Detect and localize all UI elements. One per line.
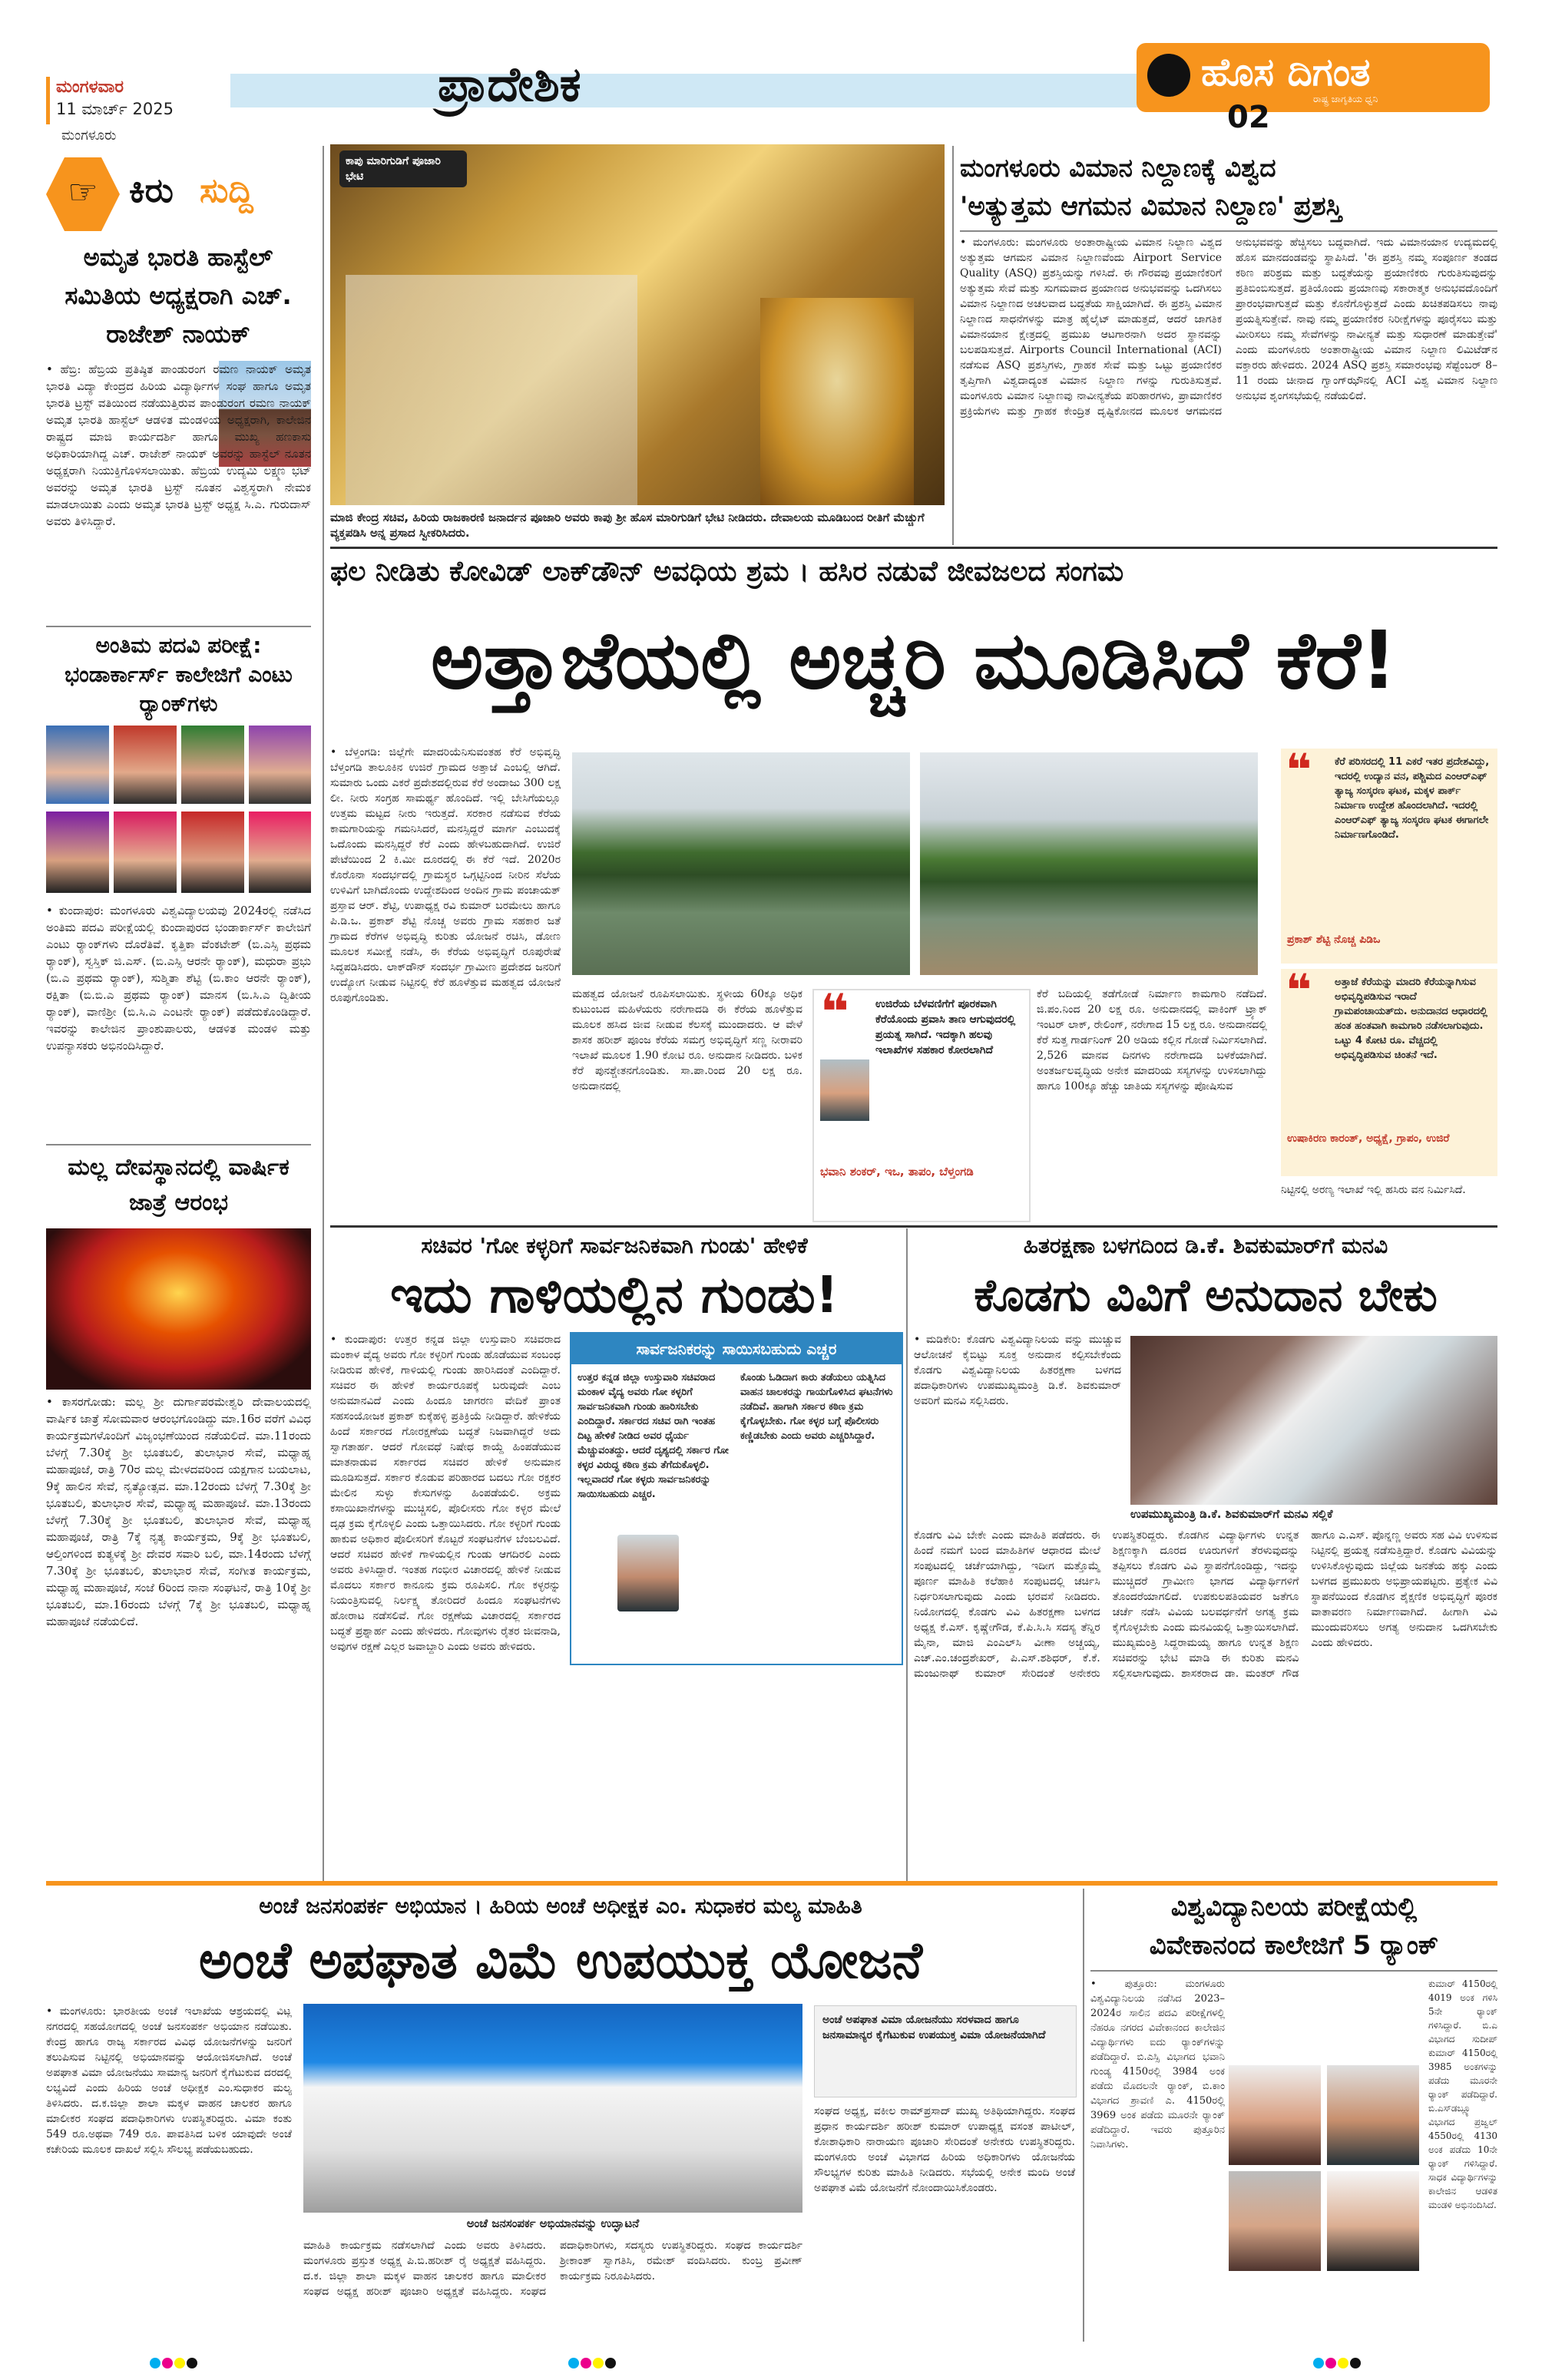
student-photo-7 [181, 812, 244, 893]
gun-body: • ಕುಂದಾಪುರ: ಉತ್ತರ ಕನ್ನಡ ಜಿಲ್ಲಾ ಉಸ್ತುವಾರಿ ಸಚಿವರಾದ ಮಂಕಾಳ ವೈದ್ಯ ಅವರು ಗೋ ಕಳ್ಳರಿಗೆ ಗುಂಡು ಹೊಡೆಯುವ ಸಂಬಂಧ ನೀಡಿರುವ ಹೇಳಿಕೆ, ಗಾಳಿಯಲ್ಲಿ ಗುಂಡು ಹಾರಿಸಿದಂತೆ ಎಂದಿದ್ದಾರೆ. ಸಚಿವರ ಈ ಹೇಳಿಕೆ ಕಾರ್ಯರೂಪಕ್ಕೆ ಬರುವುದೇ ಎಂಬ ಅನುಮಾನವಿದೆ ಎಂದು ಹಿಂದೂ ಜಾಗರಣ ವೇದಿಕೆ ಪ್ರಾಂತ ಸಹಸಂಯೋಜಕ ಪ್ರಕಾಶ್ ಕುಕ್ಕೆಹಳ್ಳಿ ಪ್ರತಿಕ್ರಿಯೆ ನೀಡಿದ್ದಾರೆ. ಹೇಳಿಕೆಯ ಹಿಂದೆ ಸರ್ಕಾರದ ಗೋರಕ್ಷಣೆಯ ಬದ್ಧತೆ ನಿಜವಾಗಿದ್ದರೆ ಅದು ಸ್ವಾಗತಾರ್ಹ. ಆದರೆ ಗೋವಧೆ ನಿಷೇಧ ಕಾಯ್ದೆ ಹಿಂಪಡೆಯುವ ಮಾತನಾಡುವ ಸರ್ಕಾರದ ಸಚಿವರ ಹೇಳಿಕೆ ಅನುಮಾನ ಮೂಡಿಸುತ್ತದೆ. ಸರ್ಕಾರ ಕೊಡುವ ಪರಿಹಾರದ ಬದಲು ಗೋ ರಕ್ಷಕರ ಮೇಲಿನ ಸುಳ್ಳು ಕೇಸುಗಳನ್ನು ಹಿಂಪಡೆಯಲಿ. ಅಕ್ರಮ ಕಸಾಯಿಖಾನೆಗಳನ್ನು ಮುಚ್ಚಿಸಲಿ, ಪೊಲೀಸರು ಗೋ ಕಳ್ಳರ ಮೇಲೆ ದೃಢ ಕ್ರಮ ಕೈಗೊಳ್ಳಲಿ ಎಂದು ಒತ್ತಾಯಿಸಿದರು. ಗೋ ಕಳ್ಳರಿಗೆ ಗುಂಡು ಹಾಕುವ ಅಧಿಕಾರ ಪೊಲೀಸರಿಗೆ ಕೊಟ್ಟರೆ ಸಂಘಟನೆಗಳ ಬೆಂಬಲವಿದೆ. ಆದರೆ ಸಚಿವರ ಹೇಳಿಕೆ ಗಾಳಿಯಲ್ಲಿನ ಗುಂಡು ಆಗದಿರಲಿ ಎಂದು ಅವರು ತಿಳಿಸಿದ್ದಾರೆ. ಇಂತಹ ಗಂಭೀರ ವಿಚಾರದಲ್ಲಿ ಹೇಳಿಕೆ ನೀಡುವ ಮೊದಲು ಸರ್ಕಾರ ಕಾನೂನು ಕ್ರಮ ರೂಪಿಸಲಿ. ಗೋ ಕಳ್ಳರನ್ನು ನಿಯಂತ್ರಿಸುವಲ್ಲಿ ನಿರ್ಲಕ್ಷ್ಯ ತೋರಿದರೆ ಹಿಂದೂ ಸಂಘಟನೆಗಳು ಹೋರಾಟ ನಡೆಸಲಿವೆ. ಗೋ ರಕ್ಷಣೆಯ ವಿಚಾರದಲ್ಲಿ ಸರ್ಕಾರದ ಬದ್ಧತೆ ಪ್ರಶ್ನಾರ್ಹ ಎಂದು ಹೇಳಿದರು. ಗೋವುಗಳು ರೈತರ ಜೀವನಾಡಿ, ಅವುಗಳ ರಕ್ಷಣೆ ಎಲ್ಲರ ಜವಾಬ್ದಾರಿ ಎಂದು ಅವರು ಹೇಳಿದರು. [330, 1334, 564, 1653]
s3-body: • ಕಾಸರಗೋಡು: ಮಲ್ಲ ಶ್ರೀ ದುರ್ಗಾಪರಮೇಶ್ವರಿ ದೇವಾಲಯದಲ್ಲಿ ವಾರ್ಷಿಕ ಜಾತ್ರೆ ಸೋಮವಾರ ಆರಂಭಗೊಂಡಿದ್ದು ಮಾ.16ರ ವರೆಗೆ ವಿವಿಧ ಕಾರ್ಯಕ್ರಮಗಳೊಂದಿಗೆ ವಿಜೃಂಭಣೆಯಿಂದ ನಡೆಯಲಿದೆ. ಮಾ.11ರಂದು ಬೆಳಗ್ಗೆ 7.30ಕ್ಕೆ ಶ್ರೀ ಭೂತಬಲಿ, ತುಲಾಭಾರ ಸೇವೆ, ಮಧ್ಯಾಹ್ನ ಮಹಾಪೂಜೆ, ರಾತ್ರಿ 70ರ ಮಲ್ಲ ಮೇಳದವರಿಂದ ಯಕ್ಷಗಾನ ಬಯಲಾಟ, 9ಕ್ಕೆ ಹಾಲಿನ ಸೇವೆ, ನೃತ್ಯೋತ್ಸವ. ಮಾ.12ರಂದು ಬೆಳಗ್ಗೆ 7.30ಕ್ಕೆ ಶ್ರೀ ಭೂತಬಲಿ, ತುಲಾಭಾರ ಸೇವೆ, ಮಧ್ಯಾಹ್ನ ಮಹಾಪೂಜೆ. ಮಾ.13ರಂದು ಬೆಳಗ್ಗೆ 7.30ಕ್ಕೆ ಶ್ರೀ ಭೂತಬಲಿ, ತುಲಾಭಾರ ಸೇವೆ, ಮಧ್ಯಾಹ್ನ ಮಹಾಪೂಜೆ, ರಾತ್ರಿ 7ಕ್ಕೆ ನೃತ್ಯ ಕಾರ್ಯಕ್ರಮ, 9ಕ್ಕೆ ಶ್ರೀ ಭೂತಬಲಿ, ಆಲ್ತಿಂಗಳಿಂದ ಕುತ್ಯಳಕ್ಕೆ ಶ್ರೀ ದೇವರ ಸವಾರಿ ಬಲಿ, ಮಾ.14ರಂದು ಬೆಳಗ್ಗೆ 7.30ಕ್ಕೆ ಶ್ರೀ ಭೂತಬಲಿ, ತುಲಾಭಾರ ಸೇವೆ, ಸಂಗೀತ ಕಾರ್ಯಕ್ರಮ, ಮಧ್ಯಾಹ್ನ ಮಹಾಪೂಜೆ, ಸಂಜೆ 6ರಿಂದ ನಾನಾ ಸಂಘಟನೆ, ರಾತ್ರಿ 10ಕ್ಕೆ ಶ್ರೀ ಭೂತಬಲಿ, ಮಾ.16ರಂದು ಬೆಳಗ್ಗೆ 7ಕ್ಕೆ ಶ್ರೀ ಭೂತಬಲಿ, ಮಧ್ಯಾಹ್ನ ಮಹಾಪೂಜೆ ನಡೆಯಲಿದೆ. [46, 1395, 315, 1628]
paper-logo [1137, 43, 1490, 112]
lake-body-right: ಕೆರೆ ಬದಿಯಲ್ಲಿ ತಡೆಗೋಡೆ ನಿರ್ಮಾಣ ಕಾಮಗಾರಿ ನಡೆದಿದೆ. ಜಿ.ಪಂ.ನಿಂದ 20 ಲಕ್ಷ ರೂ. ಅನುದಾನದಲ್ಲಿ ವಾಕಿಂಗ್ ಟ್ರ್ಯಾಕ್ ಇಂಟರ್ ಲಾಕ್, ರೇಲಿಂಗ್, ನರೇಗಾದ 15 ಲಕ್ಷ ರೂ. ಅನುದಾನದಲ್ಲಿ ಕೆರೆ ಸುತ್ತ ಗಾರ್ಡನಿಂಗ್ 20 ಅಡಿಯ ಕಲ್ಲಿನ ಗೋಡೆ ನಿರ್ಮಿಸಲಾಗಿದೆ. 2,526 ಮಾನವ ದಿನಗಳು ನರೇಗಾದಡಿ ಬಳಕೆಯಾಗಿದೆ. ಅಂತರ್ಜಲವೃದ್ಧಿಯ ಅನೇಕ ಮಾದರಿಯ ಸಸ್ಯಗಳನ್ನು ಉಳಿಸಲಾಗಿದ್ದು ಹಾಗೂ 100ಕ್ಕೂ ಹೆಚ್ಚು ಜಾತಿಯ ಸಸ್ಯಗಳನ್ನು ಪೋಷಿಸುವ [1037, 988, 1271, 1092]
s2-headline: ಅಂತಿಮ ಪದವಿ ಪರೀಕ್ಷೆ: ಭಂಡಾರ್ಕಾರ್ಸ್ ಕಾಲೇಜಿಗೆ ಎಂಟು ರ‍್ಯಾಂಕ್‌ಗಳು [65, 633, 293, 716]
lake-quote2-text: ಕೆರೆ ಪರಿಸರದಲ್ಲಿ 11 ಎಕರೆ ಇತರ ಪ್ರದೇಶವಿದ್ದು, ಇದರಲ್ಲಿ ಉದ್ಯಾನ ವನ, ಪಶ್ಚಿಮದ ಎಂಆರ್‌ಎಫ್ ತ್ಯಾಜ್ಯ ಸಂಸ್ಕರಣ ಘಟಕ, ಮಕ್ಕಳ ಪಾರ್ಕ್ ನಿರ್ಮಾಣ ಉದ್ದೇಶ ಹೊಂದಲಾಗಿದೆ. ಇದರಲ್ಲಿ ಎಂಆರ್‌ಎಫ್ ತ್ಯಾಜ್ಯ ಸಂಸ್ಕರಣ ಘಟಕ ಈಗಾಗಲೇ ನಿರ್ಮಾಣಗೊಂಡಿದೆ. [1335, 756, 1490, 841]
section-title: ಪ್ರಾದೇಶಿಕ [438, 56, 581, 112]
gun-box-title: ಸಾರ್ವಜನಿಕರನ್ನು ಸಾಯಿಸಬಹುದು ಎಚ್ಚರ [571, 1334, 902, 1364]
student-photo-3 [181, 726, 244, 804]
student-photo-1 [46, 726, 109, 804]
post-box [814, 2005, 1077, 2097]
gun-box-left: ಉತ್ತರ ಕನ್ನಡ ಜಿಲ್ಲಾ ಉಸ್ತುವಾರಿ ಸಚಿವರಾದ ಮಂಕಾಳ ವೈದ್ಯ ಅವರು ಗೋ ಕಳ್ಳರಿಗೆ ಸಾರ್ವಜನಿಕವಾಗಿ ಗುಂಡು ಹಾರಿಸಬೇಕು ಎಂದಿದ್ದಾರೆ. ಸರ್ಕಾರದ ಸಚಿವ ರಾಗಿ ಇಂತಹ ದಿಟ್ಟ ಹೇಳಿಕೆ ನೀಡಿದ ಅವರ ಧೈರ್ಯ ಮೆಚ್ಚುವಂತದ್ದು. ಆದರೆ ದೃಶ್ಯದಲ್ಲಿ ಸರ್ಕಾರ ಗೋ ಕಳ್ಳರ ವಿರುದ್ಧ ಕಠಿಣ ಕ್ರಮ ತೆಗೆದುಕೊಳ್ಳಲಿ. ಇಲ್ಲವಾದರೆ ಗೋ ಕಳ್ಳರು ಸಾರ್ವಜನಿಕರನ್ನು ಸಾಯಿಸಬಹುದು ಎಚ್ಚರ. [577, 1372, 729, 1500]
kapu-photo-deity [760, 298, 914, 505]
rank-photo-2 [1327, 2065, 1419, 2165]
brief-label-b: ಸುದ್ದಿ [200, 171, 253, 210]
lake-kicker: ಫಲ ನೀಡಿತು ಕೋವಿಡ್ ಲಾಕ್‌ಡೌನ್ ಅವಧಿಯ ಶ್ರಮ । ಹಸಿರ ನಡುವೆ ಜೀವಜಲದ ಸಂಗಮ [330, 556, 1124, 587]
rank-photo-1 [1229, 2065, 1321, 2165]
lake-body-far: ನಿಟ್ಟಿನಲ್ಲಿ ಅರಣ್ಯ ಇಲಾಖೆ ಇಲ್ಲಿ ಹಸಿರು ವನ ನಿರ್ಮಿಸಿದೆ. [1281, 1184, 1466, 1196]
gun-box-photo [617, 1535, 679, 1611]
lake-quote1-name: ಭವಾನಿ ಶಂಕರ್, ಇಒ, ತಾಪಂ, ಬೆಳ್ತಂಗಡಿ [820, 1165, 974, 1178]
dk-photo [1130, 1336, 1497, 1505]
student-photo-8 [249, 812, 311, 893]
paper-name: ಹೊಸ ದಿಗಂತ [1201, 50, 1371, 94]
lake-photo-2 [920, 752, 1258, 975]
rank-headline: ವಿವೇಕಾನಂದ ಕಾಲೇಜಿಗೆ 5 ರ‍್ಯಾಂಕ್ [1149, 1930, 1439, 1961]
brief-logo [46, 157, 299, 234]
gun-box-right: ಕೊಂಡು ಓಡಿದಾಗ ಕಾರು ತಡೆಯಲು ಯತ್ನಿಸಿದ ವಾಹನ ಚಾಲಕರನ್ನು ಗಾಯಗೊಳಿಸಿದ ಘಟನೆಗಳು ನಡೆದಿವೆ. ಹಾಗಾಗಿ ಸರ್ಕಾರ ಕಠಿಣ ಕ್ರಮ ಕೈಗೊಳ್ಳಬೇಕು. ಗೋ ಕಳ್ಳರ ಬಗ್ಗೆ ಪೊಲೀಸರು ಕಣ್ಣಿಡಬೇಕು ಎಂದು ಅವರು ಎಚ್ಚರಿಸಿದ್ದಾರೆ. [740, 1372, 893, 1442]
lake-quote1-photo [820, 1059, 869, 1121]
dk-kicker: ಹಿತರಕ್ಷಣಾ ಬಳಗದಿಂದ ಡಿ.ಕೆ. ಶಿವಕುಮಾರ್‌ಗೆ ಮನವಿ [1023, 1233, 1388, 1258]
student-photo-6 [114, 812, 177, 893]
gun-kicker: ಸಚಿವರ 'ಗೋ ಕಳ್ಳರಿಗೆ ಸಾರ್ವಜನಿಕವಾಗಿ ಗುಂಡು' ಹೇಳಿಕೆ [421, 1233, 808, 1258]
post-body-right: ಮಾಹಿತಿ ಕಾರ್ಯಕ್ರಮ ನಡೆಸಲಾಗಿದೆ ಎಂದು ಅವರು ತಿಳಿಸಿದರು. ಮಂಗಳೂರು ಪ್ರಸ್ತುತ ಅಧ್ಯಕ್ಷ ಪಿ.ಬಿ.ಹರೀಶ್ ರೈ ಅಧ್ಯಕ್ಷತೆ ವಹಿಸಿದ್ದರು. ದ.ಕ. ಜಿಲ್ಲಾ ಶಾಲಾ ಮಕ್ಕಳ ವಾಹನ ಚಾಲಕರ ಹಾಗೂ ಮಾಲೀಕರ ಸಂಘದ ಅಧ್ಯಕ್ಷ ಹರೀಶ್ ಪೂಜಾರಿ ಅಧ್ಯಕ್ಷತೆ ವಹಿಸಿದ್ದರು. ಸಂಘದ ಪದಾಧಿಕಾರಿಗಳು, ಸದಸ್ಯರು ಉಪಸ್ಥಿತರಿದ್ದರು. ಸಂಘದ ಕಾರ್ಯದರ್ಶಿ ಶ್ರೀಕಾಂತ್ ಸ್ವಾಗತಿಸಿ, ರಮೇಶ್ ವಂದಿಸಿದರು. ಕುಂಬ್ರ ಪ್ರವೀಣ್ ಕಾರ್ಯಕ್ರಮ ನಿರೂಪಿಸಿದರು. [303, 2240, 806, 2298]
kapu-photo-caption: ಮಾಜಿ ಕೇಂದ್ರ ಸಚಿವ, ಹಿರಿಯ ರಾಜಕಾರಣಿ ಜನಾರ್ದನ ಪೂಜಾರಿ ಅವರು ಕಾಪು ಶ್ರೀ ಹೊಸ ಮಾರಿಗುಡಿಗೆ ಭೇಟಿ ನೀಡಿದರು. ದೇವಾಲಯ ಮೂಡಿಬಂದ ರೀತಿಗೆ ಮೆಚ್ಚುಗೆ ವ್ಯಕ್ತಪಡಿಸಿ ಅನ್ನ ಪ್ರಸಾದ ಸ್ವೀಕರಿಸಿದರು. [330, 511, 925, 540]
post-photo-caption: ಅಂಚೆ ಜನಸಂಪರ್ಕ ಅಭಿಯಾನವನ್ನು ಉದ್ಘಾಟನೆ [466, 2216, 640, 2230]
post-headline: ಅಂಚೆ ಅಪಘಾತ ವಿಮೆ ಉಪಯುಕ್ತ ಯೋಜನೆ [198, 1931, 923, 1990]
s2-rank-photos [46, 726, 311, 894]
dk-headline: ಕೊಡಗು ವಿವಿಗೆ ಅನುದಾನ ಬೇಕು [974, 1269, 1438, 1321]
student-photo-5 [46, 812, 109, 893]
gun-box [570, 1332, 903, 1665]
lake-quote2 [1281, 744, 1497, 964]
rank-body-right: ಕುಮಾರ್ 4150ರಲ್ಲಿ 4019 ಅಂಕ ಗಳಿಸಿ 5ನೇ ರ‍್ಯಾಂಕ್ ಗಳಿಸಿದ್ದಾರೆ. ಬಿ.ಎ ವಿಭಾಗದ ಸುದೀಪ್ ಕುಮಾರ್ 4150ರಲ್ಲಿ 3985 ಅಂಕಗಳನ್ನು ಪಡೆದು ಮೂರನೇ ರ‍್ಯಾಂಕ್ ಪಡೆದಿದ್ದಾರೆ. ಬಿ.ಎಸ್‌ಡಬ್ಲ್ಯೂ ವಿಭಾಗದ ಪ್ರಜ್ವಲ್ 4550ರಲ್ಲಿ 4130 ಅಂಕ ಪಡೆದು 10ನೇ ರ‍್ಯಾಂಕ್ ಗಳಿಸಿದ್ದಾರೆ. ಸಾಧಕ ವಿದ್ಯಾರ್ಥಿಗಳನ್ನು ಕಾಲೇಜಿನ ಆಡಳಿತ ಮಂಡಳಿ ಅಭಿನಂದಿಸಿದೆ. [1428, 1978, 1501, 2210]
lake-quote1 [812, 984, 1031, 1222]
masthead [0, 0, 1542, 146]
lake-body-mid: ಮಹತ್ವದ ಯೋಜನೆ ರೂಪಿಸಲಾಯಿತು. ಸ್ಥಳೀಯ 60ಕ್ಕೂ ಅಧಿಕ ಕುಟುಂಬದ ಮಹಿಳೆಯರು ನರೇಗಾದಡಿ ಈ ಕೆರೆಯ ಹೂಳೆತ್ತುವ ಮೂಲಕ ಹಸಿದ ಜೀವ ನೀಡುವ ಕೆಲಸಕ್ಕೆ ಮುಂದಾದರು. ಆ ವೇಳೆ ಶಾಸಕ ಹರೀಶ್ ಪೂಂಜ ಕೆರೆಯ ಸಮಗ್ರ ಅಭಿವೃದ್ಧಿಗೆ ಸಣ್ಣ ನೀರಾವರಿ ಇಲಾಖೆ ಮೂಲಕ 1.90 ಕೋಟಿ ರೂ. ಅನುದಾನ ನೀಡಿದರು. ಬಳಿಕ ಕೆರೆ ಪುನಶ್ಚೇತನಗೊಂಡಿತು. ಸಾ.ಪಾ.ರಿಂದ 20 ಲಕ್ಷ ರೂ. ಅನುದಾನದಲ್ಲಿ [572, 988, 806, 1092]
day-label: ಮಂಗಳವಾರ [56, 78, 124, 97]
kapu-photo-tag: ಕಾಪು ಮಾರಿಗುಡಿಗೆ ಪೂಜಾರಿ ಭೇಟಿ [339, 150, 467, 187]
student-photo-4 [249, 726, 311, 804]
lake-photo-1 [572, 752, 910, 975]
date-block [46, 77, 240, 124]
pointer-glyph-icon: ☞ [68, 173, 98, 212]
lake-body-left: • ಬೆಳ್ತಂಗಡಿ: ಜಿಲ್ಲೆಗೇ ಮಾದರಿಯೆನಿಸುವಂತಹ ಕೆರೆ ಅಭಿವೃದ್ಧಿ ಬೆಳ್ತಂಗಡಿ ತಾಲೂಕಿನ ಉಜಿರೆ ಗ್ರಾಮದ ಅತ್ತಾಜೆ ಎಂಬಲ್ಲಿ ಆಗಿದೆ. ಸುಮಾರು ಒಂದು ಎಕರೆ ಪ್ರದೇಶದಲ್ಲಿರುವ ಕೆರೆ ಅಂದಾಜು 300 ಲಕ್ಷ ಲೀ. ನೀರು ಸಂಗ್ರಹ ಸಾಮರ್ಥ್ಯ ಹೊಂದಿದೆ. ಇಲ್ಲಿ ಬೇಸಿಗೆಯಲ್ಲೂ ಉತ್ತಮ ಮಟ್ಟದ ನೀರು ಇರುತ್ತದೆ. ಸರಕಾರ ನಡೆಸುವ ಕೆರೆಯ ಕಾಮಗಾರಿಯನ್ನು ಗಮನಿಸಿದರೆ, ಮನಸ್ಸಿದ್ದರೆ ಮಾರ್ಗ ಎಂಬುದಕ್ಕೆ ಒದೊಂದು ಮನಸ್ಸಿದ್ದರೆ ಕೆರೆ ಎಂದು ಹೇಳಬಹುದಾಗಿದೆ. ಉಜಿರೆ ಪೇಟೆಯಿಂದ 2 ಕಿ.ಮೀ ದೂರದಲ್ಲಿ ಈ ಕೆರೆ ಇದೆ. 2020ರ ಕೊರೊನಾ ಸಂದರ್ಭದಲ್ಲಿ ಗ್ರಾಮಸ್ಥರ ಒಗ್ಗಟ್ಟಿನಿಂದ ನೀರಿನ ಸೆಲೆಯ ಉಳಿವಿಗೆ ಬಾಗಿದೊಂದು ಉದ್ದೇಶದಿಂದ ಅಂದಿನ ಗ್ರಾಮ ಪಂಚಾಯತ್ ಪ್ರಸ್ತಾವ ಆರ್. ಶೆಟ್ಟಿ, ಉಪಾಧ್ಯಕ್ಷ ರವಿ ಕುಮಾರ್ ಬರಮೇಲು ಹಾಗೂ ಪಿ.ಡಿ.ಒ. ಪ್ರಕಾಶ್ ಶೆಟ್ಟಿ ನೊಚ್ಚ ಅವರು ಗ್ರಾಮ ಸಹಕಾರ ಜತೆ ಗ್ರಾಮದ ಕೆರೆಗಳ ಅಭಿವೃದ್ಧಿ ಕುರಿತು ಯೋಜನೆ ರಚಿಸಿ, ಡೋಣ ಮೂಲಕ ಸಮೀಕ್ಷೆ ನಡೆಸಿ, ಈ ಕೆರೆಯ ಅಭಿವೃದ್ಧಿಗೆ ರೂಪುರೇಷೆ ಸಿದ್ಧಪಡಿಸಿದರು. ಲಾಕ್‌ಡೌನ್ ಸಂದರ್ಭ ಗ್ರಾಮೀಣ ಪ್ರದೇಶದ ಜನರಿಗೆ ಉದ್ಯೋಗ ನೀಡುವ ನಿಟ್ಟಿನಲ್ಲಿ ಕೆರೆ ಹೂಳೆತ್ತುವ ಮಹತ್ವದ ಯೋಜನೆ ರೂಪುಗೊಂಡಿತು. [330, 746, 564, 1004]
s3-temple-photo [46, 1228, 311, 1390]
paper-tagline: ರಾಷ್ಟ್ರ ಜಾಗೃತಿಯ ಧ್ವನಿ [1313, 94, 1378, 104]
post-photo [303, 2004, 802, 2213]
s3-headline: ಮಲ್ಲ ದೇವಸ್ಥಾನದಲ್ಲಿ ವಾರ್ಷಿಕ ಜಾತ್ರೆ ಆರಂಭ [68, 1154, 290, 1216]
gun-headline: ಇದು ಗಾಳಿಯಲ್ಲಿನ ಗುಂಡು! [390, 1265, 839, 1324]
dk-photo-caption: ಉಪಮುಖ್ಯಮಂತ್ರಿ ಡಿ.ಕೆ. ಶಿವಕುಮಾರ್‌ಗೆ ಮನವಿ ಸಲ್ಲಿಕೆ [1130, 1507, 1333, 1521]
s2-body: • ಕುಂದಾಪುರ: ಮಂಗಳೂರು ವಿಶ್ವವಿದ್ಯಾಲಯವು 2024ರಲ್ಲಿ ನಡೆಸಿದ ಅಂತಿಮ ಪದವಿ ಪರೀಕ್ಷೆಯಲ್ಲಿ ಕುಂದಾಪುರದ ಭಂಡಾರ್ಕಾರ್ಸ್ ಕಾಲೇಜಿಗೆ ಎಂಟು ರ‍್ಯಾಂಕ್‌ಗಳು ದೊರೆತಿವೆ. ಕೃತ್ತಿಕಾ ವೆಂಕಟೇಶ್ (ಬಿ.ಎಸ್ಸಿ ಪ್ರಥಮ ರ‍್ಯಾಂಕ್), ಸ್ವಸ್ತಿಕ್ ಜಿ.ಎಸ್. (ಬಿ.ಎಸ್ಸಿ ಆರನೇ ರ‍್ಯಾಂಕ್), ಮಧುರಾ ಪ್ರಭು (ಬಿ.ಎ ಪ್ರಥಮ ರ‍್ಯಾಂಕ್), ಸುಶ್ಮಿತಾ ಶೆಟ್ಟಿ (ಬಿ.ಕಾಂ ಆರನೇ ರ‍್ಯಾಂಕ್), ರಕ್ಷಿತಾ (ಬಿ.ಬಿ.ಎ ಪ್ರಥಮ ರ‍್ಯಾಂಕ್) ಮಾನಸ (ಬಿ.ಸಿ.ಎ ದ್ವಿತೀಯ ರ‍್ಯಾಂಕ್), ವಾಣಿಶ್ರೀ (ಬಿ.ಸಿ.ಎ ಎಂಟನೇ ರ‍್ಯಾಂಕ್) ಪಡೆದುಕೊಂಡಿದ್ದಾರೆ. ಇವರನ್ನು ಕಾಲೇಜಿನ ಪ್ರಾಂಶುಪಾಲರು, ಆಡಳಿತ ಮಂಡಳಿ ಮತ್ತು ಉಪನ್ಯಾಸಕರು ಅಭಿನಂದಿಸಿದ್ದಾರೆ. [46, 904, 315, 1053]
airport-body: • ಮಂಗಳೂರು: ಮಂಗಳೂರು ಅಂತಾರಾಷ್ಟ್ರೀಯ ವಿಮಾನ ನಿಲ್ದಾಣ ವಿಶ್ವದ ಅತ್ಯುತ್ತಮ ಆಗಮನ ವಿಮಾನ ನಿಲ್ದಾಣವೆಂದು Airport Service Quality (ASQ) ಪ್ರಶಸ್ತಿಯನ್ನು ಗಳಿಸಿದೆ. ಈ ಗೌರವವು ಪ್ರಯಾಣಿಕರಿಗೆ ಅತ್ಯುತ್ತಮ ಸೇವೆ ಮತ್ತು ಸುಗಮವಾದ ಪ್ರಯಾಣದ ಅನುಭವವನ್ನು ಒದಗಿಸಲು ವಿಮಾನ ನಿಲ್ದಾಣದ ಅಚಲವಾದ ಬದ್ಧತೆಯ ಸಾಕ್ಷಿಯಾಗಿದೆ. ಈ ಪ್ರಶಸ್ತಿ ವಿಮಾನ ನಿಲ್ದಾಣದ ಸಾಧನೆಗಳನ್ನು ಮಾತ್ರ ಹೈಲೈಟ್ ಮಾಡುತ್ತದೆ, ಆದರೆ ಜಾಗತಿಕ ವಿಮಾನಯಾನ ಕ್ಷೇತ್ರದಲ್ಲಿ ಪ್ರಮುಖ ಆಟಗಾರನಾಗಿ ಅದರ ಸ್ಥಾನವನ್ನು ಬಲಪಡಿಸುತ್ತದೆ. Airports Council International (ACI) ನಡೆಸುವ ASQ ಪ್ರಶಸ್ತಿಗಳು, ಗ್ರಾಹಕ ಸೇವೆ ಮತ್ತು ಒಟ್ಟು ಪ್ರಯಾಣಿಕರ ತೃಪ್ತಿಗಾಗಿ ವಿಶ್ವದಾದ್ಯಂತ ವಿಮಾನ ನಿಲ್ದಾಣ ಗಳನ್ನು ಗುರುತಿಸುತ್ತವೆ. ಮಂಗಳೂರು ವಿಮಾನ ನಿಲ್ದಾಣವು ನಾವೀನ್ಯತೆಯ ಪರಿಹಾರಗಳು, ಪ್ರಾಮಾಣಿಕರ ಪ್ರಕ್ರಿಯೆಗಳು ಮತ್ತು ಗ್ರಾಹಕ ಕೇಂದ್ರಿತ ದೃಷ್ಟಿಕೋನದ ಮೂಲಕ ಆಗಮನದ ಅನುಭವವನ್ನು ಹೆಚ್ಚಿಸಲು ಬದ್ಧವಾಗಿದೆ. ಇದು ವಿಮಾನಯಾನ ಉದ್ಯಮದಲ್ಲಿ ಹೊಸ ಮಾನದಂಡವನ್ನು ಸ್ಥಾಪಿಸಿದೆ. 'ಈ ಪ್ರಶಸ್ತಿ ನಮ್ಮ ಸಂಪೂರ್ಣ ತಂಡದ ಕಠಿಣ ಪರಿಶ್ರಮ ಮತ್ತು ಬದ್ಧತೆಯನ್ನು ಪ್ರಯಾಣಿಕರು ಗುರುತಿಸುವುದನ್ನು ಪ್ರತಿಬಿಂಬಿಸುತ್ತದೆ. ಪ್ರತಿಯೊಂದು ಪ್ರಯಾಣವು ಸಕಾರಾತ್ಮಕ ಅನುಭವದೊಂದಿಗೆ ಪ್ರಾರಂಭವಾಗುತ್ತದೆ ಮತ್ತು ಕೊನೆಗೊಳ್ಳುತ್ತದೆ ಎಂದು ಖಚಿತಪಡಿಸಲು ನಾವು ಪ್ರಯತ್ನಿಸುತ್ತೇವೆ. ನಾವು ನಮ್ಮ ಪ್ರಯಾಣಿಕರ ನಿರೀಕ್ಷೆಗಳನ್ನು ಪೂರೈಸಲು ಮತ್ತು ಮೀರಿಸಲು ನಮ್ಮ ಸೇವೆಗಳನ್ನು ನಾವೀನ್ಯತೆ ಮತ್ತು ಸುಧಾರಣೆ ಮಾಡುತ್ತೇವೆ' ಎಂದು ಮಂಗಳೂರು ಅಂತಾರಾಷ್ಟ್ರೀಯ ವಿಮಾನ ನಿಲ್ದಾಣ ಲಿಮಿಟೆಡ್‌ನ ವಕ್ತಾರರು ಹೇಳಿದರು. 2024 ASQ ಪ್ರಶಸ್ತಿ ಸಮಾರಂಭವು ಸೆಪ್ಟೆಂಬರ್ 8–11 ರಂದು ಚೀನಾದ ಗ್ವಾಂಗ್‌ಝೌನಲ್ಲಿ ACI ವಿಶ್ವ ವಿಮಾನ ನಿಲ್ದಾಣ ಅನುಭವ ಶೃಂಗಸಭೆಯಲ್ಲಿ ನಡೆಯಲಿದೆ. [960, 236, 1501, 418]
quote-mark-icon: ❝ [820, 984, 849, 1041]
lake-quote2-name: ಪ್ರಕಾಶ್ ಶೆಟ್ಟಿ ನೊಚ್ಚ ಪಿಡಿಒ [1287, 934, 1381, 946]
dk-body: ಕೊಡಗು ವಿವಿ ಬೇಕೇ ಎಂದು ಮಾಹಿತಿ ಪಡೆದರು. ಈ ಹಿಂದೆ ನಮಗೆ ಬಂದ ಮಾಹಿತಿಗಳ ಆಧಾರದ ಮೇಲೆ ಸಂಪುಟದಲ್ಲಿ ಚರ್ಚೆಯಾಗಿದ್ದು, ಇದೀಗ ಮತ್ತೊಮ್ಮೆ ಪೂರ್ಣ ಮಾಹಿತಿ ಕಲೆಹಾಕಿ ಸಂಪುಟದಲ್ಲಿ ಚರ್ಚಿಸಿ ನಿರ್ಧರಿಸಲಾಗುವುದು ಎಂದು ಭರವಸೆ ನೀಡಿದರು. ನಿಯೋಗದಲ್ಲಿ ಕೊಡಗು ವಿವಿ ಹಿತರಕ್ಷಣಾ ಬಳಗದ ಅಧ್ಯಕ್ಷ ಕೆ.ಎಸ್. ಕೃಷ್ಣೇಗೌಡ, ಕೆ.ಪಿ.ಸಿ.ಸಿ ಸದಸ್ಯ ತೆನ್ನಿರ ಮೈನಾ, ಮಾಜಿ ಎಂಎಲ್‌ಸಿ ವೀಣಾ ಅಚ್ಚಯ್ಯ, ಎಚ್.ಎಂ.ಚಂದ್ರಶೇಖರ್, ಪಿ.ಎಸ್.ಶಶಿಧರ್, ಕೆ.ಕೆ. ಮಂಜುನಾಥ್ ಕುಮಾರ್ ಸೇರಿದಂತೆ ಅನೇಕರು ಉಪಸ್ಥಿತರಿದ್ದರು. ಕೊಡಗಿನ ವಿದ್ಯಾರ್ಥಿಗಳು ಉನ್ನತ ಶಿಕ್ಷಣಕ್ಕಾಗಿ ದೂರದ ಊರುಗಳಿಗೆ ತೆರಳುವುದನ್ನು ತಪ್ಪಿಸಲು ಕೊಡಗು ವಿವಿ ಸ್ಥಾಪನೆಗೊಂಡಿದ್ದು, ಇದನ್ನು ಮುಚ್ಚಿದರೆ ಗ್ರಾಮೀಣ ಭಾಗದ ವಿದ್ಯಾರ್ಥಿಗಳಿಗೆ ತೊಂದರೆಯಾಗಲಿದೆ. ಉಪಕುಲಪತಿಯವರ ಜತೆಗೂ ಚರ್ಚೆ ನಡೆಸಿ ವಿವಿಯ ಬಲವರ್ಧನೆಗೆ ಅಗತ್ಯ ಕ್ರಮ ಕೈಗೊಳ್ಳಬೇಕು ಎಂದು ಮನವಿಯಲ್ಲಿ ಒತ್ತಾಯಿಸಲಾಗಿದೆ. ಮುಖ್ಯಮಂತ್ರಿ ಸಿದ್ದರಾಮಯ್ಯ ಹಾಗೂ ಉನ್ನತ ಶಿಕ್ಷಣ ಸಚಿವರನ್ನು ಭೇಟಿ ಮಾಡಿ ಈ ಕುರಿತು ಮನವಿ ಸಲ್ಲಿಸಲಾಗುವುದು. ಶಾಸಕರಾದ ಡಾ. ಮಂತರ್ ಗೌಡ ಹಾಗೂ ಎ.ಎಸ್. ಪೊನ್ನಣ್ಣ ಅವರು ಸಹ ವಿವಿ ಉಳಿಸುವ ನಿಟ್ಟಿನಲ್ಲಿ ಪ್ರಯತ್ನ ನಡೆಸುತ್ತಿದ್ದಾರೆ. ಕೊಡಗು ವಿವಿಯನ್ನು ಉಳಿಸಿಕೊಳ್ಳುವುದು ಜಿಲ್ಲೆಯ ಜನತೆಯ ಹಕ್ಕು ಎಂದು ಬಳಗದ ಪ್ರಮುಖರು ಅಭಿಪ್ರಾಯಪಟ್ಟರು. ಪ್ರತ್ಯೇಕ ವಿವಿ ಸ್ಥಾಪನೆಯಿಂದ ಕೊಡಗಿನ ಶೈಕ್ಷಣಿಕ ಅಭಿವೃದ್ಧಿಗೆ ಪೂರಕ ವಾತಾವರಣ ನಿರ್ಮಾಣವಾಗಿದೆ. ಹೀಗಾಗಿ ವಿವಿ ಮುಂದುವರಿಸಲು ಅಗತ್ಯ ಅನುದಾನ ಒದಗಿಸಬೇಕು ಎಂದು ಹೇಳಿದರು. [914, 1529, 1501, 1680]
section-band [230, 74, 1144, 107]
s1-headline: ಅಮೃತ ಭಾರತಿ ಹಾಸ್ಟೆಲ್ ಸಮಿತಿಯ ಅಧ್ಯಕ್ಷರಾಗಿ ಎಚ್. ರಾಜೇಶ್ ನಾಯಕ್ [65, 243, 292, 349]
dk-body-top: • ಮಡಿಕೇರಿ: ಕೊಡಗು ವಿಶ್ವವಿದ್ಯಾನಿಲಯ ವನ್ನು ಮುಚ್ಚುವ ಆಲೋಚನೆ ಕೈಬಿಟ್ಟು ಸೂಕ್ತ ಅನುದಾನ ಕಲ್ಪಿಸಬೇಕೆಂದು ಕೊಡಗು ವಿಶ್ವವಿದ್ಯಾನಿಲಯ ಹಿತರಕ್ಷಣಾ ಬಳಗದ ಪದಾಧಿಕಾರಿಗಳು ಉಪಮುಖ್ಯಮಂತ್ರಿ ಡಿ.ಕೆ. ಶಿವಕುಮಾರ್ ಅವರಿಗೆ ಮನವಿ ಸಲ್ಲಿಸಿದರು. [914, 1334, 1125, 1407]
page-number: 02 [1227, 100, 1270, 135]
s1-body: • ಹೆಬ್ರಿ: ಹೆಬ್ರಿಯ ಪ್ರತಿಷ್ಠಿತ ಪಾಂಡುರಂಗ ರಮಣ ನಾಯಕ್ ಅಮೃತ ಭಾರತಿ ವಿದ್ಯಾ ಕೇಂದ್ರದ ಹಿರಿಯ ವಿದ್ಯಾರ್ಥಿಗಳ ಸಂಘ ಹಾಗೂ ಅಮೃತ ಭಾರತಿ ಟ್ರಸ್ಟ್ ವತಿಯಿಂದ ನಡೆಯುತ್ತಿರುವ ಪಾಂಡುರಂಗ ರಮಣ ನಾಯಕ್ ಅಮೃತ ಭಾರತಿ ಹಾಸ್ಟೆಲ್ ಆಡಳಿತ ಮಂಡಳಿಯ ಅಧ್ಯಕ್ಷರಾಗಿ, ಕಾಲೇಜಿನ ರಾಷ್ಟ್ರದ ಮಾಜಿ ಕಾರ್ಯದರ್ಶಿ ಹಾಗೂ ಮುಖ್ಯ ಹಣಕಾಸು ಅಧಿಕಾರಿಯಾಗಿದ್ದ ಎಚ್. ರಾಜೇಶ್ ನಾಯಕ್ ಅವರನ್ನು ಹಾಸ್ಟೆಲ್ ನೂತನ ಅಧ್ಯಕ್ಷರಾಗಿ ನಿಯುಕ್ತಿಗೊಳಿಸಲಾಯಿತು. ಹೆಬ್ರಿಯ ಉದ್ಯಮಿ ಲಕ್ಷ್ಮಣ ಭಟ್ ಅವರನ್ನು ಅಮೃತ ಭಾರತಿ ಟ್ರಸ್ಟ್ ನೂತನ ವಿಶ್ವಸ್ಥರಾಗಿ ನೇಮಕ ಮಾಡಲಾಯಿತು ಎಂದು ಅಮೃತ ಭಾರತಿ ಟ್ರಸ್ಟ್ ಅಧ್ಯಕ್ಷ ಸಿ.ಎ. ಗುರುದಾಸ್ ಅವರು ತಿಳಿಸಿದ್ದಾರೆ. [46, 362, 315, 528]
lake-quote3 [1281, 964, 1497, 1176]
quote-mark-icon-3: ❝ [1286, 964, 1312, 1016]
quote-mark-icon-2: ❝ [1286, 744, 1312, 796]
kapu-photo [330, 144, 945, 505]
city-label: ಮಂಗಳೂರು [61, 127, 117, 144]
lake-quote1-text: ಉಜಿರೆಯ ಬೆಳವಣಿಗೆಗೆ ಪೂರಕವಾಗಿ ಕೆರೆಯೊಂದು ಪ್ರವಾಸಿ ತಾಣ ಆಗುವುದರಲ್ಲಿ ಪ್ರಯತ್ನ ಸಾಗಿದೆ. ಇದಕ್ಕಾಗಿ ಹಲವು ಇಲಾಖೆಗಳ ಸಹಕಾರ ಕೋರಲಾಗಿದೆ [875, 998, 1016, 1056]
registration-marks-right [1313, 2357, 1367, 2369]
rank-kicker: ವಿಶ್ವವಿದ್ಯಾನಿಲಯ ಪರೀಕ್ಷೆಯಲ್ಲಿ [1170, 1892, 1418, 1922]
post-body-mid: ಸಂಘದ ಅಧ್ಯಕ್ಷ, ವಕೀಲ ರಾಮ್‌ಪ್ರಸಾದ್ ಮುಖ್ಯ ಅತಿಥಿಯಾಗಿದ್ದರು. ಸಂಘದ ಪ್ರಧಾನ ಕಾರ್ಯದರ್ಶಿ ಹರೀಶ್ ಕುಮಾರ್ ಉಪಾಧ್ಯಕ್ಷ ವಸಂತ ಪಾಟೀಲ್, ಕೋಶಾಧಿಕಾರಿ ನಾರಾಯಣ ಪೂಜಾರಿ ಸೇರಿದಂತೆ ಅನೇಕರು ಉಪಸ್ಥಿತರಿದ್ದರು. ಮಂಗಳೂರು ಅಂಚೆ ವಿಭಾಗದ ಹಿರಿಯ ಅಧಿಕಾರಿಗಳು ಯೋಜನೆಯ ಸೌಲಭ್ಯಗಳ ಕುರಿತು ಮಾಹಿತಿ ನೀಡಿದರು. ಸಭೆಯಲ್ಲಿ ಅನೇಕ ಮಂದಿ ಅಂಚೆ ಅಪಘಾತ ವಿಮೆ ಯೋಜನೆಗೆ ನೋಂದಾಯಿಸಿಕೊಂಡರು. [814, 2105, 1079, 2194]
rank-photo-4 [1327, 2171, 1419, 2271]
registration-marks-left [150, 2357, 204, 2369]
brief-label-a: ಕಿರು [129, 171, 174, 210]
post-body-left: • ಮಂಗಳೂರು: ಭಾರತೀಯ ಅಂಚೆ ಇಲಾಖೆಯ ಆಶ್ರಯದಲ್ಲಿ ವಿಟ್ಲ ನಗರದಲ್ಲಿ ಸಹಯೋಗದಲ್ಲಿ ಅಂಚೆ ಜನಸಂಪರ್ಕ ಅಭಿಯಾನ ನಡೆಯಿತು. ಕೇಂದ್ರ ಹಾಗೂ ರಾಜ್ಯ ಸರ್ಕಾರದ ವಿವಿಧ ಯೋಜನೆಗಳನ್ನು ಜನರಿಗೆ ತಲುಪಿಸುವ ನಿಟ್ಟಿನಲ್ಲಿ ಅಭಿಯಾನವನ್ನು ಆಯೋಜಿಸಲಾಗಿದೆ. ಅಂಚೆ ಅಪಘಾತ ವಿಮಾ ಯೋಜನೆಯು ಸಾಮಾನ್ಯ ಜನರಿಗೆ ಕೈಗೆಟುಕುವ ದರದಲ್ಲಿ ಲಭ್ಯವಿದೆ ಎಂದು ಹಿರಿಯ ಅಂಚೆ ಅಧೀಕ್ಷಕ ಎಂ.ಸುಧಾಕರ ಮಲ್ಯ ತಿಳಿಸಿದರು. ದ.ಕ.ಜಿಲ್ಲಾ ಶಾಲಾ ಮಕ್ಕಳ ವಾಹನ ಚಾಲಕರ ಹಾಗೂ ಮಾಲೀಕರ ಸಂಘದ ಪದಾಧಿಕಾರಿಗಳು ಉಪಸ್ಥಿತರಿದ್ದರು. ವಿಮಾ ಕಂತು 549 ರೂ.ಅಥವಾ 749 ರೂ. ಪಾವತಿಸಿದ ಬಳಿಕ ಯಾವುದೇ ಅಂಚೆ ಕಚೇರಿಯ ಮೂಲಕ ದಾಖಲೆ ಸಲ್ಲಿಸಿ ಸೌಲಭ್ಯ ಪಡೆಯಬಹುದು. [46, 2005, 296, 2156]
lake-quote3-text: ಅತ್ತಾಜೆ ಕೆರೆಯನ್ನು ಮಾದರಿ ಕೆರೆಯನ್ನಾಗಿಸುವ ಅಭಿವೃದ್ಧಿಪಡಿಸುವ ಇರಾದೆ ಗ್ರಾಮಪಂಚಾಯತ್‌ದು. ಅನುದಾನದ ಆಧಾರದಲ್ಲಿ ಹಂತ ಹಂತವಾಗಿ ಕಾಮಗಾರಿ ನಡೆಸಲಾಗುವುದು. ಒಟ್ಟು 4 ಕೋಟಿ ರೂ. ವೆಚ್ಚದಲ್ಲಿ ಅಭಿವೃದ್ಧಿಪಡಿಸುವ ಚಿಂತನೆ ಇದೆ. [1335, 977, 1487, 1061]
rank-photo-3 [1229, 2171, 1321, 2271]
student-photo-2 [114, 726, 177, 804]
kapu-photo-people [346, 275, 637, 505]
registration-marks-center [568, 2357, 622, 2369]
logo-emblem-icon [1147, 54, 1190, 97]
airport-headline: 'ಅತ್ಯುತ್ತಮ ಆಗಮನ ವಿಮಾನ ನಿಲ್ದಾಣ' ಪ್ರಶಸ್ತಿ [960, 191, 1342, 222]
rank-body-left: • ಪುತ್ತೂರು: ಮಂಗಳೂರು ವಿಶ್ವವಿದ್ಯಾನಿಲಯ ನಡೆಸಿದ 2023–2024ರ ಸಾಲಿನ ಪದವಿ ಪರೀಕ್ಷೆಗಳಲ್ಲಿ ನೆಹರೂ ನಗರದ ವಿವೇಕಾನಂದ ಕಾಲೇಜಿನ ವಿದ್ಯಾರ್ಥಿಗಳು ಐದು ರ‍್ಯಾಂಕ್‌ಗಳನ್ನು ಪಡೆದಿದ್ದಾರೆ. ಬಿ.ಎಸ್ಸಿ ವಿಭಾಗದ ಭವಾನಿ ಗುಂಡ್ಯ 4150ರಲ್ಲಿ 3984 ಅಂಕ ಪಡೆದು ಮೊದಲನೇ ರ‍್ಯಾಂಕ್, ಬಿ.ಕಾಂ ವಿಭಾಗದ ಶ್ರಾವಣಿ ಎ. 4150ರಲ್ಲಿ 3969 ಅಂಕ ಪಡೆದು ಮೂರನೇ ರ‍್ಯಾಂಕ್ ಪಡೆದಿದ್ದಾರೆ. ಇವರು ಪುತ್ತೂರಿನ ನಿವಾಸಿಗಳು. [1090, 1978, 1229, 2150]
airport-kicker: ಮಂಗಳೂರು ವಿಮಾನ ನಿಲ್ದಾಣಕ್ಕೆ ವಿಶ್ವದ [960, 153, 1276, 183]
lake-quote3-name: ಉಷಾಕಿರಣ ಕಾರಂತ್, ಅಧ್ಯಕ್ಷೆ, ಗ್ರಾಪಂ, ಉಜಿರೆ [1287, 1132, 1450, 1145]
rank-photos [1229, 2065, 1421, 2273]
post-box-text: ಅಂಚೆ ಅಪಘಾತ ವಿಮಾ ಯೋಜನೆಯು ಸರಳವಾದ ಹಾಗೂ ಜನಸಾಮಾನ್ಯರ ಕೈಗೆಟುಕುವ ಉಪಯುಕ್ತ ವಿಮಾ ಯೋಜನೆಯಾಗಿದೆ [822, 2014, 1046, 2041]
post-kicker: ಅಂಚೆ ಜನಸಂಪರ್ಕ ಅಭಿಯಾನ । ಹಿರಿಯ ಅಂಚೆ ಅಧೀಕ್ಷಕ ಎಂ. ಸುಧಾಕರ ಮಲ್ಯ ಮಾಹಿತಿ [259, 1893, 862, 1919]
date-label: 11 ಮಾರ್ಚ್ 2025 [56, 100, 174, 118]
lake-headline: ಅತ್ತಾಜೆಯಲ್ಲಿ ಅಚ್ಚರಿ ಮೂಡಿಸಿದೆ ಕೆರೆ! [430, 613, 1398, 707]
